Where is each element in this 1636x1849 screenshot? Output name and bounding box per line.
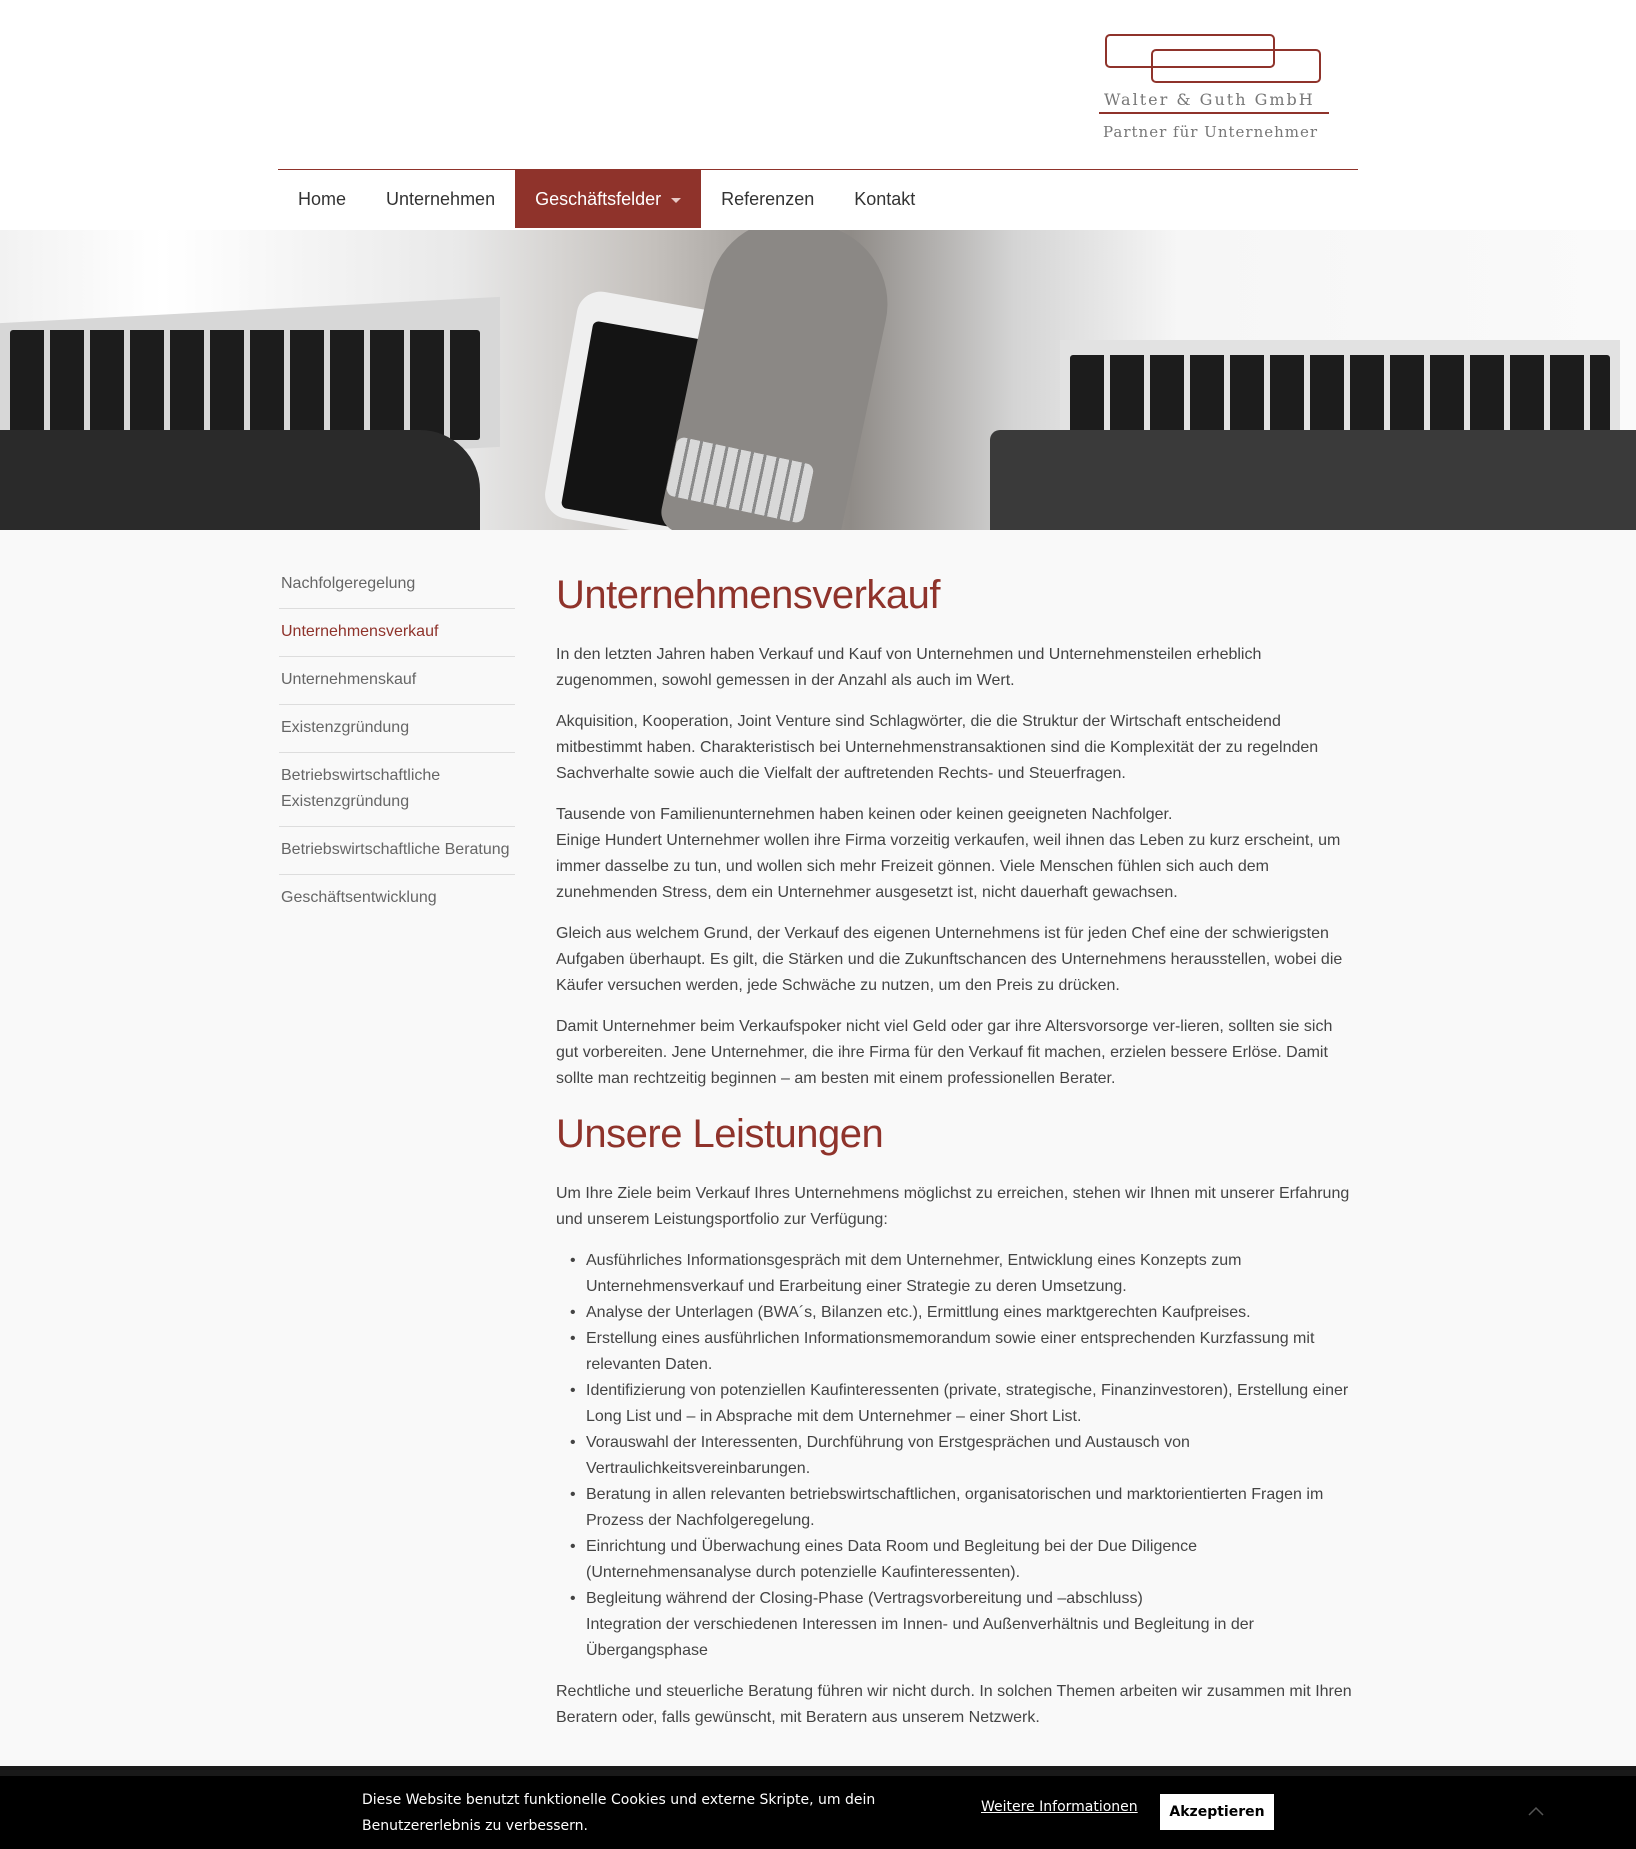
sidebar-item-unternehmensverkauf[interactable]: Unternehmensverkauf <box>279 609 515 657</box>
logo-divider <box>1099 112 1329 114</box>
closing-paragraph: Rechtliche und steuerliche Beratung führen wir nicht durch. In solchen Themen arbeiten wir zusammen mit Ihren Beratern oder, falls gewünscht, mit Beratern aus unserem Netzwerk. <box>556 1683 1352 1726</box>
site-header <box>0 0 1636 230</box>
nav-item-label: Home <box>298 189 347 209</box>
sidebar-item-existenzgruendung[interactable]: Existenzgründung <box>279 705 515 753</box>
nav-item-label: Unternehmen <box>386 189 496 209</box>
content-paragraph: Akquisition, Kooperation, Joint Venture sind Schlagwörter, die die Struktur der Wirtschaft entscheidend mitbestimmt haben. Charakteristisch bei Unternehmenstransaktionen sind die Komplexität der zu regelnden Sachverhalte sowie auch die Vielfalt der auftretenden Rechts- und Steuerfragen. <box>556 713 1319 782</box>
nav-item-geschaeftsfelder[interactable] <box>515 170 701 228</box>
list-item: • Ausführliches Informationsgespräch mit dem Unternehmer, Entwicklung eines Konzepts zum Unternehmensverkauf und Erarbeitung einer Strategie zu deren Umsetzung. <box>570 1248 1356 1300</box>
sidebar-item-bw-beratung[interactable]: Betriebswirtschaftliche Beratung <box>279 827 515 875</box>
hero-laptop-right-base <box>990 430 1636 530</box>
services-heading: Unsere Leistungen <box>556 1112 884 1156</box>
list-item: • Analyse der Unterlagen (BWA´s, Bilanzen etc.), Ermittlung eines marktgerechten Kaufpreises. <box>570 1300 1356 1326</box>
services-list <box>570 1248 1356 1664</box>
nav-item-referenzen[interactable] <box>701 170 834 228</box>
main-nav <box>278 170 935 228</box>
list-item: • Identifizierung von potenziellen Kaufinteressenten (private, strategische, Finanzinvestoren), Erstellung einer Long List und – in Absprache mit dem Unternehmer – einer Short List. <box>570 1378 1356 1430</box>
logo-tagline: Partner für Unternehmer <box>1103 123 1319 141</box>
chevron-up-icon[interactable] <box>1528 1804 1544 1820</box>
list-item: • Vorauswahl der Interessenten, Durchführung von Erstgesprächen und Austausch von Vertraulichkeitsvereinbarungen. <box>570 1430 1356 1482</box>
hero-keyboard-left <box>10 330 480 440</box>
nav-item-kontakt[interactable] <box>834 170 935 228</box>
list-item: • Beratung in allen relevanten betriebswirtschaftlichen, organisatorischen und marktorientierten Fragen im Prozess der Nachfolgeregelung. <box>570 1482 1356 1534</box>
logo-company-name: Walter & Guth GmbH <box>1104 90 1315 109</box>
sidebar-item-nachfolgeregelung[interactable]: Nachfolgeregelung <box>279 570 515 609</box>
cookie-banner <box>0 1776 1636 1849</box>
caret-down-icon <box>671 198 681 203</box>
subnav-sidebar <box>279 570 515 922</box>
content-paragraph: Damit Unternehmer beim Verkaufspoker nicht viel Geld oder gar ihre Altersvorsorge ver-lieren, sollten sie sich gut vorbereiten. Jene Unternehmer, die ihre Firma für den Verkauf fit machen, erzielen bessere Erlöse. Damit sollte man rechtzeitig beginnen – am besten mit einem professionellen Berater. <box>556 1018 1333 1087</box>
sidebar-item-unternehmenskauf[interactable]: Unternehmenskauf <box>279 657 515 705</box>
page-title: Unternehmensverkauf <box>556 573 941 617</box>
nav-item-label: Geschäftsfelder <box>535 189 662 209</box>
logo-mark-rect <box>1151 49 1321 83</box>
list-item: • Einrichtung und Überwachung eines Data Room und Begleitung bei der Due Diligence (Unternehmensanalyse durch potenzielle Kaufinteressenten). <box>570 1534 1356 1586</box>
list-item: • Erstellung eines ausführlichen Informationsmemorandum sowie einer entsprechenden Kurzfassung mit relevanten Daten. <box>570 1326 1356 1378</box>
list-item: • Begleitung während der Closing-Phase (Vertragsvorbereitung und –abschluss) Integration der verschiedenen Interessen im Innen- und Außenverhältnis und Begleitung in der Übergangsphase <box>570 1586 1356 1664</box>
intro-paragraph: In den letzten Jahren haben Verkauf und Kauf von Unternehmen und Unternehmensteilen erheblich zugenommen, sowohl gemessen in der Anzahl als auch im Wert. <box>556 646 1262 689</box>
nav-item-label: Kontakt <box>854 189 916 209</box>
sidebar-item-geschaeftsentwicklung[interactable]: Geschäftsentwicklung <box>281 889 437 906</box>
cookie-more-info-link[interactable]: Weitere Informationen <box>981 1799 1138 1815</box>
content-paragraph: Gleich aus welchem Grund, der Verkauf des eigenen Unternehmens ist für jeden Chef eine der schwierigsten Aufgaben überhaupt. Es gilt, die Stärken und die Zukunftschancen des Unternehmens herausstellen, wobei die Käufer versuchen werden, jede Schwäche zu nutzen, um den Preis zu drücken. <box>556 925 1343 994</box>
services-intro: Um Ihre Ziele beim Verkauf Ihres Unternehmens möglichst zu erreichen, stehen wir Ihnen mit unserer Erfahrung und unserem Leistungsportfolio zur Verfügung: <box>556 1185 1350 1228</box>
cookie-accept-button[interactable]: Akzeptieren <box>1160 1794 1274 1830</box>
hero-image-handshake <box>0 230 1636 530</box>
hero-laptop-left-base <box>0 430 480 530</box>
cookie-message: Diese Website benutzt funktionelle Cookies und externe Skripte, um dein Benutzererlebnis zu verbessern. <box>362 1792 876 1834</box>
nav-item-unternehmen[interactable] <box>366 170 515 228</box>
main-content <box>556 570 1356 1746</box>
nav-item-label: Referenzen <box>721 189 815 209</box>
company-logo[interactable] <box>1099 34 1329 144</box>
nav-item-home[interactable] <box>278 170 366 228</box>
sidebar-item-bw-existenzgruendung[interactable]: Betriebswirtschaftliche Existenzgründung <box>279 753 515 827</box>
content-paragraph: Tausende von Familienunternehmen haben keinen oder keinen geeigneten Nachfolger. Einige Hundert Unternehmer wollen ihre Firma vorzeitig verkaufen, weil ihnen das Leben zu kurz erscheint, um immer dasselbe zu tun, und wollen sich mehr Freizeit gönnen. Viele Menschen fühlen sich auch dem zunehmenden Stress, dem ein Unternehmer ausgesetzt ist, nicht dauerhaft gewachsen. <box>556 806 1341 901</box>
